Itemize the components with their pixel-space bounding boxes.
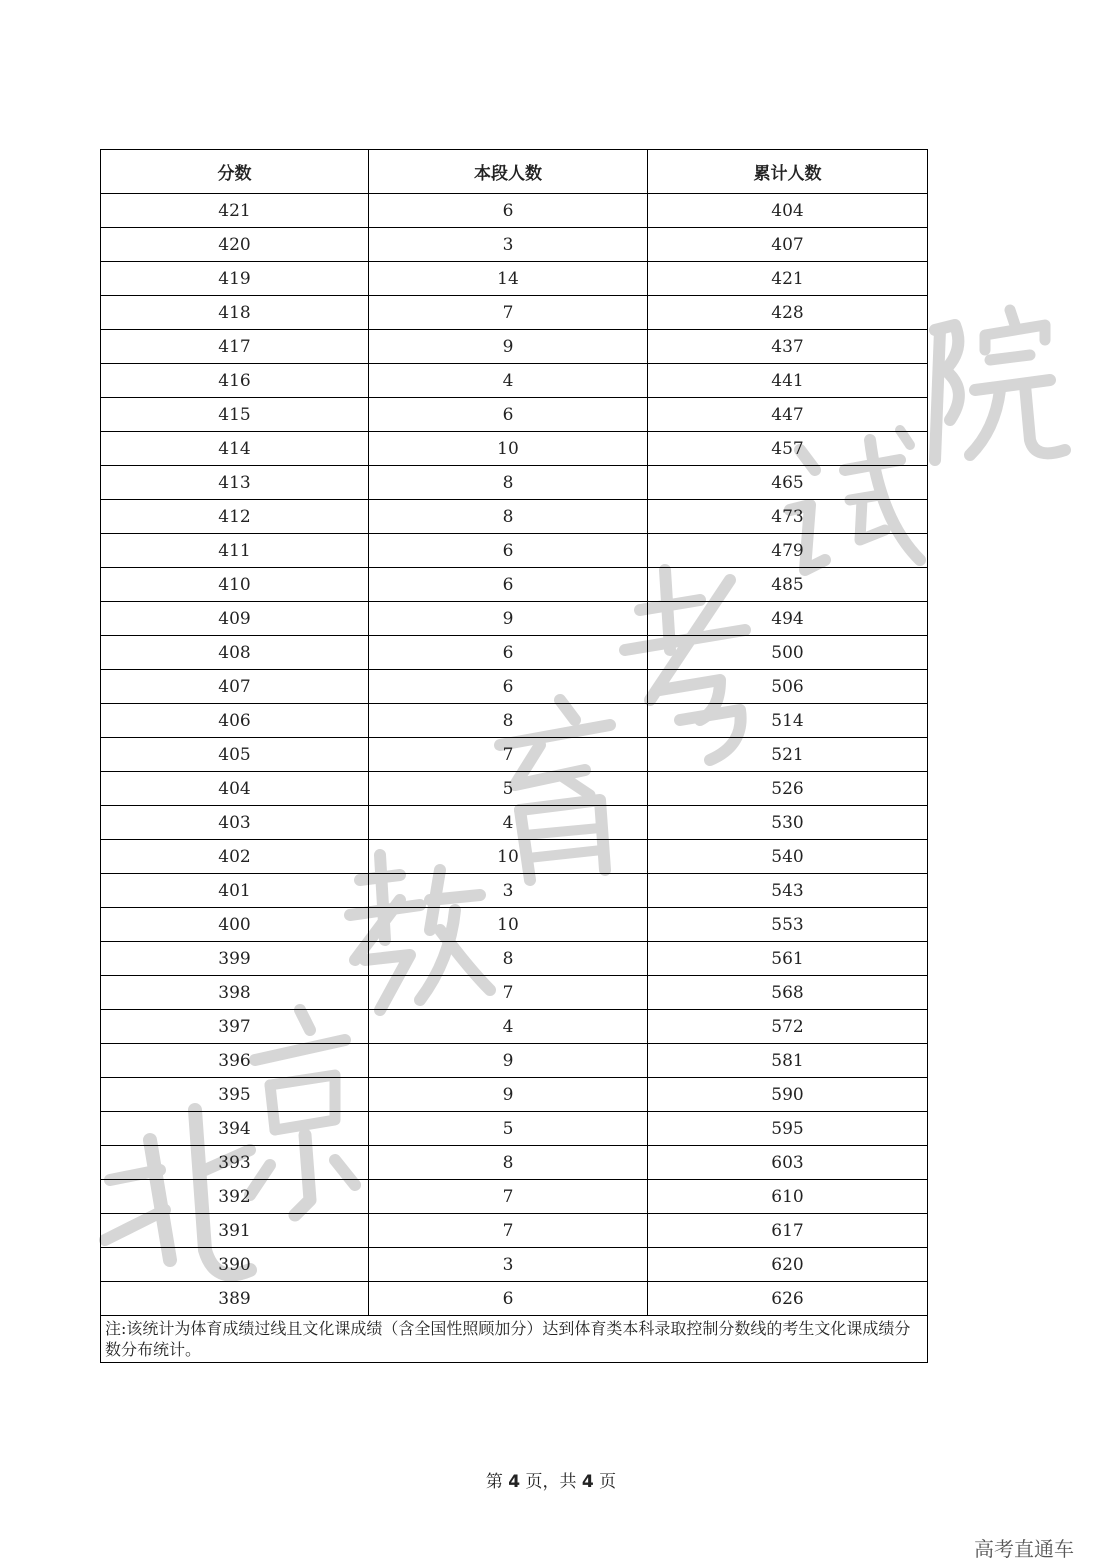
cumulative-count-cell: 457 (648, 432, 928, 466)
table-header-row (101, 150, 928, 194)
score-cell: 394 (101, 1112, 369, 1146)
table-row (101, 432, 928, 466)
segment-count-cell: 6 (369, 1282, 648, 1316)
cumulative-count-cell: 553 (648, 908, 928, 942)
cumulative-count-cell: 407 (648, 228, 928, 262)
cumulative-count-cell: 543 (648, 874, 928, 908)
table-row (101, 194, 928, 228)
page-footer (0, 1467, 1102, 1492)
footer-total-pages: 4 (581, 1472, 594, 1492)
score-cell: 400 (101, 908, 369, 942)
segment-count-cell: 8 (369, 466, 648, 500)
cumulative-count-cell: 500 (648, 636, 928, 670)
score-cell: 405 (101, 738, 369, 772)
score-cell: 418 (101, 296, 369, 330)
table-row (101, 1044, 928, 1078)
table-row (101, 704, 928, 738)
cumulative-count-cell: 572 (648, 1010, 928, 1044)
score-cell: 409 (101, 602, 369, 636)
table-row (101, 296, 928, 330)
segment-count-cell: 5 (369, 772, 648, 806)
segment-count-cell: 9 (369, 1044, 648, 1078)
score-cell: 401 (101, 874, 369, 908)
table-note: 注:该统计为体育成绩过线且文化课成绩（含全国性照顾加分）达到体育类本科录取控制分数线的考生文化课成绩分数分布统计。 (101, 1316, 928, 1363)
cumulative-count-cell: 530 (648, 806, 928, 840)
segment-count-cell: 9 (369, 1078, 648, 1112)
segment-count-cell: 6 (369, 398, 648, 432)
segment-count-cell: 7 (369, 1180, 648, 1214)
segment-count-cell: 7 (369, 296, 648, 330)
cumulative-count-cell: 428 (648, 296, 928, 330)
segment-count-cell: 8 (369, 1146, 648, 1180)
table-row (101, 466, 928, 500)
segment-count-cell: 7 (369, 738, 648, 772)
score-cell: 419 (101, 262, 369, 296)
table-row (101, 228, 928, 262)
cumulative-count-cell: 506 (648, 670, 928, 704)
table-row (101, 976, 928, 1010)
cumulative-count-cell: 595 (648, 1112, 928, 1146)
table-row (101, 738, 928, 772)
table-row (101, 908, 928, 942)
cumulative-count-cell: 479 (648, 534, 928, 568)
table-row (101, 942, 928, 976)
table-row (101, 262, 928, 296)
table-row (101, 1010, 928, 1044)
score-cell: 389 (101, 1282, 369, 1316)
footer-page-number: 4 (508, 1472, 521, 1492)
segment-count-cell: 8 (369, 942, 648, 976)
table-row (101, 1180, 928, 1214)
score-cell: 415 (101, 398, 369, 432)
table-row (101, 500, 928, 534)
score-cell: 404 (101, 772, 369, 806)
cumulative-count-cell: 465 (648, 466, 928, 500)
segment-count-cell: 6 (369, 636, 648, 670)
table-row (101, 670, 928, 704)
cumulative-count-cell: 603 (648, 1146, 928, 1180)
score-cell: 407 (101, 670, 369, 704)
cumulative-count-cell: 620 (648, 1248, 928, 1282)
table-row (101, 1214, 928, 1248)
footer-prefix: 第 (485, 1472, 503, 1492)
score-cell: 395 (101, 1078, 369, 1112)
segment-count-cell: 9 (369, 602, 648, 636)
table-row (101, 1248, 928, 1282)
watermark-stroke (985, 325, 1045, 350)
cumulative-count-cell: 485 (648, 568, 928, 602)
cumulative-count-cell: 610 (648, 1180, 928, 1214)
score-cell: 393 (101, 1146, 369, 1180)
score-cell: 420 (101, 228, 369, 262)
segment-count-cell: 7 (369, 976, 648, 1010)
cumulative-count-cell: 521 (648, 738, 928, 772)
cumulative-count-cell: 568 (648, 976, 928, 1010)
cumulative-count-cell: 437 (648, 330, 928, 364)
table-row (101, 840, 928, 874)
segment-count-cell: 6 (369, 568, 648, 602)
footer-middle: 页，共 (525, 1472, 577, 1492)
segment-count-cell: 10 (369, 432, 648, 466)
segment-count-cell: 4 (369, 806, 648, 840)
header-cumulative-count: 累计人数 (648, 150, 928, 194)
segment-count-cell: 3 (369, 228, 648, 262)
cumulative-count-cell: 404 (648, 194, 928, 228)
cumulative-count-cell: 626 (648, 1282, 928, 1316)
segment-count-cell: 6 (369, 670, 648, 704)
watermark-stroke (990, 355, 1030, 360)
segment-count-cell: 6 (369, 534, 648, 568)
table-row (101, 364, 928, 398)
brand-label: 高考直通车 (974, 1537, 1074, 1561)
table-row (101, 330, 928, 364)
score-cell: 416 (101, 364, 369, 398)
cumulative-count-cell: 441 (648, 364, 928, 398)
segment-count-cell: 14 (369, 262, 648, 296)
segment-count-cell: 7 (369, 1214, 648, 1248)
table-row (101, 398, 928, 432)
score-cell: 392 (101, 1180, 369, 1214)
table-row (101, 1282, 928, 1316)
score-cell: 396 (101, 1044, 369, 1078)
score-cell: 412 (101, 500, 369, 534)
segment-count-cell: 6 (369, 194, 648, 228)
segment-count-cell: 10 (369, 840, 648, 874)
table-row (101, 1112, 928, 1146)
table-row (101, 534, 928, 568)
cumulative-count-cell: 514 (648, 704, 928, 738)
score-cell: 410 (101, 568, 369, 602)
segment-count-cell: 4 (369, 1010, 648, 1044)
table-row (101, 772, 928, 806)
score-cell: 403 (101, 806, 369, 840)
cumulative-count-cell: 494 (648, 602, 928, 636)
table-row (101, 568, 928, 602)
header-segment-count: 本段人数 (369, 150, 648, 194)
segment-count-cell: 4 (369, 364, 648, 398)
segment-count-cell: 3 (369, 1248, 648, 1282)
table-row (101, 636, 928, 670)
score-cell: 406 (101, 704, 369, 738)
score-cell: 413 (101, 466, 369, 500)
watermark-stroke (1025, 385, 1065, 453)
table-row (101, 806, 928, 840)
segment-count-cell: 5 (369, 1112, 648, 1146)
watermark-stroke (935, 325, 959, 420)
cumulative-count-cell: 581 (648, 1044, 928, 1078)
watermark-stroke (975, 380, 1050, 390)
segment-count-cell: 8 (369, 704, 648, 738)
table-row (101, 874, 928, 908)
segment-count-cell: 9 (369, 330, 648, 364)
cumulative-count-cell: 590 (648, 1078, 928, 1112)
cumulative-count-cell: 561 (648, 942, 928, 976)
score-distribution-table (100, 149, 928, 1363)
score-cell: 390 (101, 1248, 369, 1282)
segment-count-cell: 3 (369, 874, 648, 908)
segment-count-cell: 8 (369, 500, 648, 534)
score-cell: 399 (101, 942, 369, 976)
cumulative-count-cell: 526 (648, 772, 928, 806)
header-score: 分数 (101, 150, 369, 194)
table-row (101, 602, 928, 636)
segment-count-cell: 10 (369, 908, 648, 942)
score-cell: 414 (101, 432, 369, 466)
watermark-stroke (1010, 310, 1015, 325)
cumulative-count-cell: 473 (648, 500, 928, 534)
score-cell: 421 (101, 194, 369, 228)
score-cell: 417 (101, 330, 369, 364)
cumulative-count-cell: 447 (648, 398, 928, 432)
score-cell: 402 (101, 840, 369, 874)
table-note-row (101, 1316, 928, 1363)
score-cell: 398 (101, 976, 369, 1010)
score-cell: 391 (101, 1214, 369, 1248)
score-cell: 397 (101, 1010, 369, 1044)
table-row (101, 1146, 928, 1180)
table-row (101, 1078, 928, 1112)
score-cell: 411 (101, 534, 369, 568)
watermark-stroke (970, 390, 1000, 455)
cumulative-count-cell: 617 (648, 1214, 928, 1248)
footer-suffix: 页 (599, 1472, 617, 1492)
score-cell: 408 (101, 636, 369, 670)
cumulative-count-cell: 421 (648, 262, 928, 296)
watermark-stroke (935, 330, 940, 460)
cumulative-count-cell: 540 (648, 840, 928, 874)
